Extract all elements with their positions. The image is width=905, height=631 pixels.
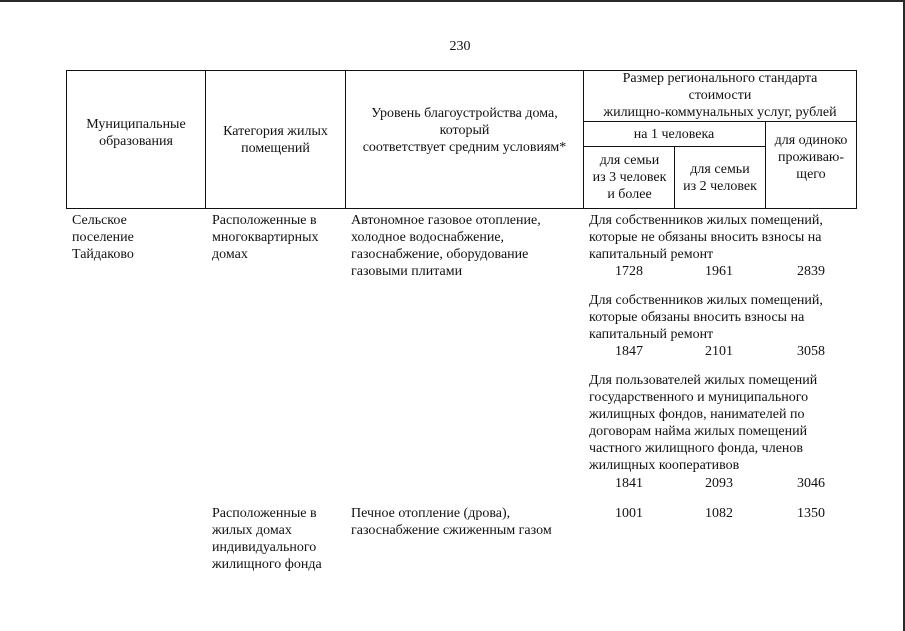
- payer-group-note: Для собственников жилых помещений, которые не обязаны вносить взносы на капитальный ремонт: [589, 213, 823, 262]
- header-housing-category: Категория жилых помещений: [223, 124, 328, 156]
- value-single: 1350: [797, 506, 825, 521]
- value-single: 3046: [797, 476, 825, 491]
- value-family-3plus: 1841: [615, 476, 643, 491]
- payer-group-note: Для пользователей жилых помещений государственного и муниципального жилищных фондов, нанимателей по договорам найма жилых помещений частного жилищного фонда, членов жилищных кооперативов: [589, 373, 818, 473]
- improvement-level: Печное отопление (дрова), газоснабжение сжиженным газом: [351, 506, 552, 538]
- value-single: 3058: [797, 344, 825, 359]
- header-per-person: на 1 человека: [633, 127, 715, 142]
- header-improvement-level: Уровень благоустройства дома, который соответствует средним условиям*: [362, 106, 567, 155]
- header-family-2: для семьи из 2 человек: [683, 162, 757, 194]
- housing-category: Расположенные в многоквартирных домах: [212, 213, 319, 262]
- municipality-name: Сельское поселение Тайдаково: [72, 213, 134, 262]
- value-family-2: 2101: [705, 344, 733, 359]
- value-family-3plus: 1728: [615, 264, 643, 279]
- value-family-2: 1961: [705, 264, 733, 279]
- payer-group-note: Для собственников жилых помещений, которые обязаны вносить взносы на капитальный ремонт: [589, 293, 823, 342]
- header-standard-size: Размер регионального стандарта стоимости жилищно-коммунальных услуг, рублей: [603, 71, 837, 120]
- header-family-3plus: для семьи из 3 человек и более: [592, 153, 667, 202]
- housing-category: Расположенные в жилых домах индивидуального жилищного фонда: [212, 506, 322, 572]
- value-family-3plus: 1847: [615, 344, 643, 359]
- scan-border-top: [0, 0, 905, 2]
- header-municipality: Муниципальные образования: [86, 117, 186, 149]
- value-family-3plus: 1001: [615, 506, 643, 521]
- value-family-2: 1082: [705, 506, 733, 521]
- value-family-2: 2093: [705, 476, 733, 491]
- value-single: 2839: [797, 264, 825, 279]
- page-number: 230: [449, 39, 471, 54]
- header-single-resident: для одиноко проживаю- щего: [774, 133, 848, 182]
- improvement-level: Автономное газовое отопление, холодное водоснабжение, газоснабжение, оборудование газовыми плитами: [351, 213, 541, 279]
